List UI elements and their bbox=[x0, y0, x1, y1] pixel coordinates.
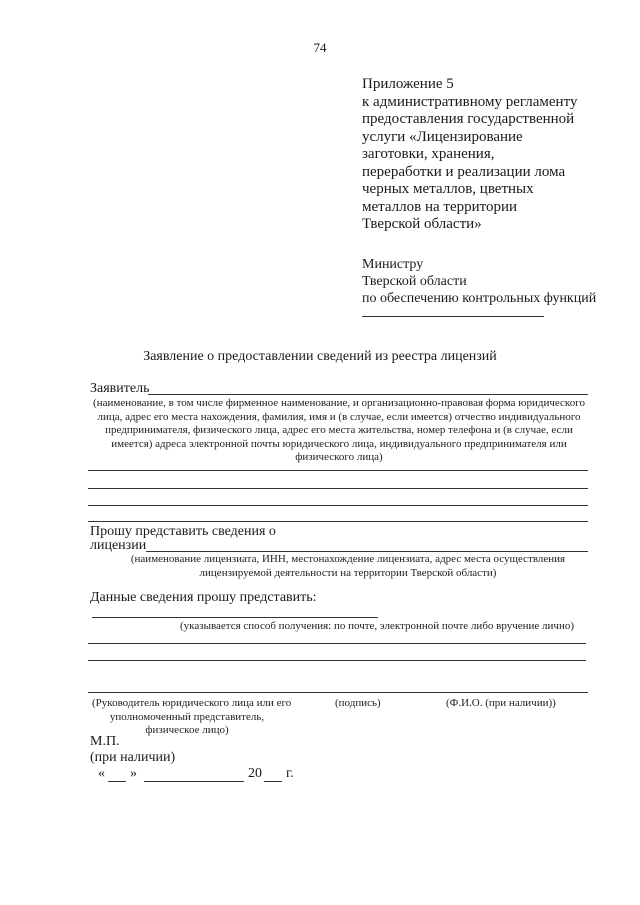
applicant-label: Заявитель bbox=[90, 381, 150, 396]
appendix-line: Тверской области» bbox=[362, 216, 482, 232]
stamp-label: М.П. bbox=[90, 734, 120, 749]
license-note-line: лицензируемой деятельности на территории Тверской области) bbox=[199, 566, 497, 579]
delivery-extra-line[interactable] bbox=[88, 660, 586, 661]
request-label: Прошу представить сведения о bbox=[90, 524, 276, 539]
page-number: 74 bbox=[313, 40, 327, 55]
date-year-prefix: 20 bbox=[248, 766, 262, 781]
applicant-note bbox=[86, 397, 592, 465]
signatory-caption bbox=[92, 697, 292, 738]
request-label-license: лицензии bbox=[90, 538, 147, 553]
appendix-line: заготовки, хранения, bbox=[362, 146, 495, 162]
signature-line[interactable] bbox=[88, 692, 588, 693]
appendix-line: услуги «Лицензирование bbox=[362, 128, 523, 145]
license-note-line: (наименование лицензиата, ИНН, местонахождение лицензиата, адрес места осуществления bbox=[130, 553, 566, 565]
date-close-quote: » bbox=[130, 766, 137, 781]
applicant-extra-line[interactable] bbox=[88, 521, 588, 522]
applicant-note-line: (наименование, в том числе фирменное наименование, и организационно-правовая форма юридического bbox=[93, 397, 585, 409]
appendix-line: переработки и реализации лома bbox=[362, 163, 566, 180]
signature-caption: (подпись) bbox=[335, 697, 381, 709]
date-open-quote: « bbox=[98, 766, 105, 781]
signatory-caption-line: физическое лицо) bbox=[145, 724, 229, 736]
addressee-name-line[interactable] bbox=[362, 316, 544, 317]
addressee-line: по обеспечению контрольных функций bbox=[362, 291, 597, 306]
appendix-line: черных металлов, цветных bbox=[362, 181, 534, 197]
addressee-line: Министру bbox=[362, 257, 424, 272]
date-year-suffix: г. bbox=[286, 766, 294, 781]
appendix-header bbox=[362, 76, 577, 234]
fio-caption: (Ф.И.О. (при наличии)) bbox=[446, 697, 556, 709]
document-title: Заявление о предоставлении сведений из реестра лицензий bbox=[143, 349, 497, 364]
addressee-block bbox=[362, 256, 596, 307]
signatory-caption-line: уполномоченный представитель, bbox=[109, 710, 265, 723]
appendix-line: металлов на территории bbox=[362, 198, 518, 215]
delivery-label: Данные сведения прошу представить: bbox=[90, 590, 317, 605]
applicant-extra-line[interactable] bbox=[88, 505, 588, 506]
delivery-extra-line[interactable] bbox=[88, 643, 586, 644]
applicant-note-line: имеется) адреса электронной почты юридического лица, индивидуального предпринимателя или bbox=[111, 437, 567, 450]
date-year-field[interactable] bbox=[264, 781, 282, 782]
signatory-caption-line: (Руководитель юридического лица или его bbox=[92, 697, 292, 709]
applicant-extra-line[interactable] bbox=[88, 488, 588, 489]
date-month-field[interactable] bbox=[144, 781, 244, 782]
stamp-note: (при наличии) bbox=[90, 750, 176, 765]
license-note bbox=[110, 553, 586, 580]
applicant-note-line: лица, адрес его места нахождения, фамилия, имя и (в случае, если имеется) отчество индивидуального bbox=[97, 410, 581, 423]
license-field-line[interactable] bbox=[146, 551, 588, 552]
appendix-line: предоставления государственной bbox=[362, 111, 575, 127]
delivery-field-line[interactable] bbox=[92, 617, 378, 618]
addressee-line: Тверской области bbox=[362, 274, 467, 289]
appendix-line: Приложение 5 bbox=[362, 76, 454, 92]
applicant-field-line[interactable] bbox=[148, 394, 588, 395]
applicant-extra-line[interactable] bbox=[88, 470, 588, 471]
appendix-line: к административному регламенту bbox=[362, 93, 578, 110]
applicant-note-line: физического лица) bbox=[295, 451, 383, 463]
date-day-field[interactable] bbox=[108, 781, 126, 782]
applicant-note-line: предпринимателя, физического лица, адрес его места жительства, номер телефона и (в случае, если bbox=[105, 424, 573, 436]
delivery-note: (указывается способ получения: по почте, электронной почте либо вручение лично) bbox=[180, 620, 574, 632]
